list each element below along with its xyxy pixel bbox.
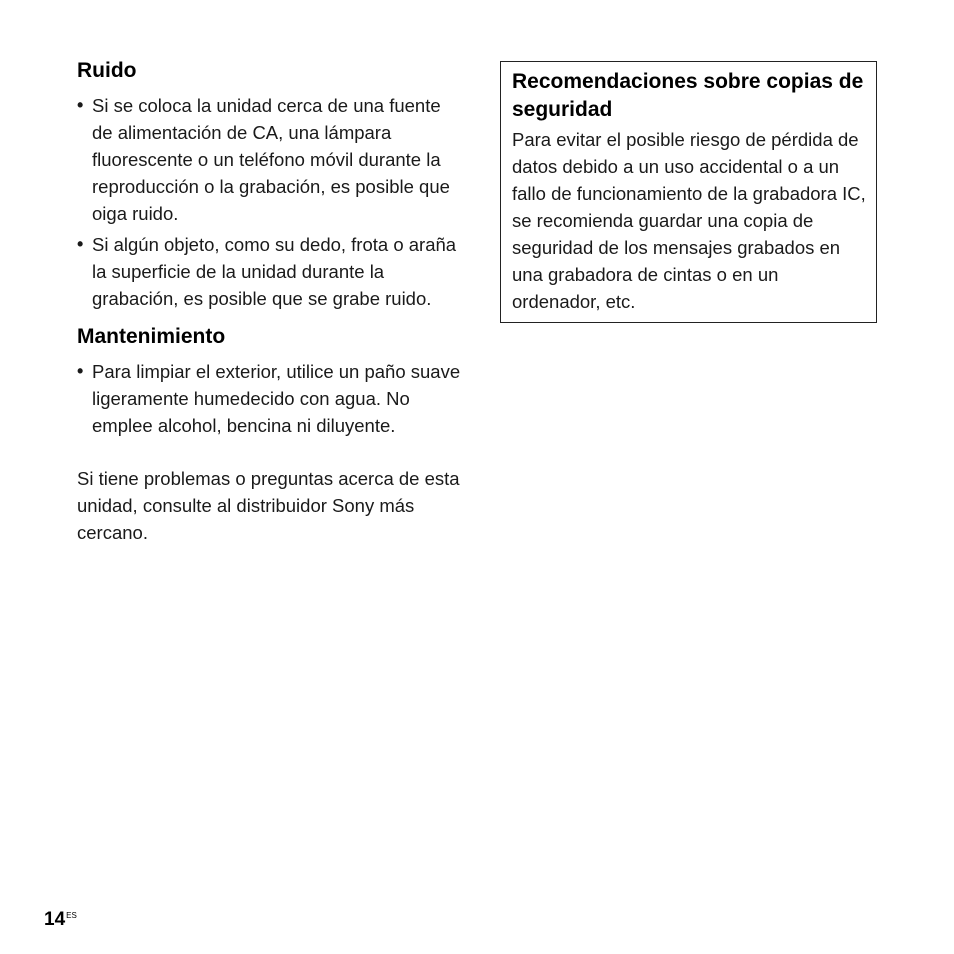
list-item-text: Si se coloca la unidad cerca de una fuente de alimentación de CA, una lámpara fluorescente o un teléfono móvil durante la reproducción o la grabación, es posible que oiga ruido. <box>92 95 450 224</box>
left-column <box>77 58 462 546</box>
list-item <box>77 358 462 439</box>
heading-backup: Recomendaciones sobre copias de seguridad <box>512 70 864 121</box>
heading-ruido: Ruido <box>77 59 137 82</box>
list-item-text: Si algún objeto, como su dedo, frota o araña la superficie de la unidad durante la grabación, es posible que se grabe ruido. <box>92 234 457 309</box>
section-ruido <box>77 58 462 312</box>
bullet-icon: • <box>77 234 84 254</box>
bullet-icon: • <box>77 95 84 115</box>
backup-recommendation-box <box>500 61 877 323</box>
bullet-icon: • <box>77 361 84 381</box>
backup-body-text: Para evitar el posible riesgo de pérdida de datos debido a un uso accidental o a un fallo de funcionamiento de la grabadora IC, se recomienda guardar una copia de seguridad de los mensajes grabados en una grabadora de cintas o en un ordenador, etc. <box>512 129 866 312</box>
mantenimiento-list <box>77 358 462 439</box>
list-item <box>77 231 462 312</box>
list-item-text: Para limpiar el exterior, utilice un paño suave ligeramente humedecido con agua. No emplee alcohol, bencina ni diluyente. <box>92 361 461 436</box>
list-item <box>77 92 462 227</box>
section-mantenimiento <box>77 324 462 439</box>
heading-mantenimiento: Mantenimiento <box>77 325 226 348</box>
page-number <box>44 909 77 931</box>
support-note: Si tiene problemas o preguntas acerca de esta unidad, consulte al distribuidor Sony más cercano. <box>77 468 460 543</box>
page-language-code: ES <box>66 911 77 920</box>
ruido-list <box>77 92 462 312</box>
page-number-value: 14 <box>44 909 66 930</box>
